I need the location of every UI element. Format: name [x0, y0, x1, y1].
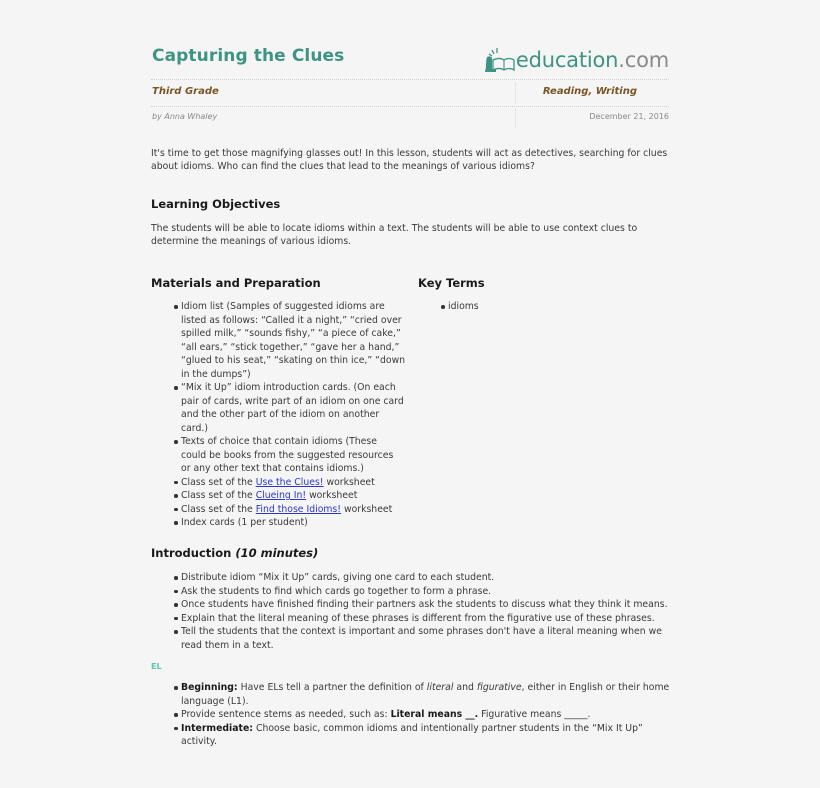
learning-objectives-heading: Learning Objectives — [151, 197, 281, 211]
list-item-line: Idiom list (Samples of suggested idioms are — [181, 301, 385, 312]
list-item: Once students have finished finding their partners ask the students to discuss what they think it means. — [151, 598, 671, 612]
list-item-text: worksheet — [341, 503, 393, 515]
list-item-text: Class set of the — [181, 490, 256, 501]
list-item — [151, 722, 671, 749]
key-terms-list — [418, 300, 668, 314]
intermediate-label: Intermediate: — [181, 722, 253, 734]
objective-line: determine the meanings of various idioms. — [151, 235, 352, 247]
page-title: Capturing the Clues — [152, 46, 345, 66]
list-item — [151, 476, 416, 490]
list-item-text: Have ELs tell a partner the definition of — [237, 682, 427, 693]
materials-heading: Materials and Preparation — [151, 276, 321, 290]
list-item-text: Index cards (1 per student) — [181, 517, 308, 528]
intro-line: It's time to get those magnifying glasses out! In this lesson, students will act as detectives, searching for clues — [151, 148, 668, 159]
list-item-line: or any other text that contains idioms.) — [181, 463, 364, 474]
divider — [151, 106, 669, 107]
clueing-in-link[interactable]: Clueing In! — [255, 490, 307, 501]
el-list — [151, 681, 671, 749]
list-item-line: “all ears,” “stick together,” “gave her a hand,” — [181, 341, 400, 353]
objective-line: The students will be able to locate idioms within a text. The students will be able to use context clues to — [151, 223, 638, 234]
list-item-line: activity. — [181, 736, 217, 747]
list-item-text: Class set of the — [181, 476, 256, 488]
term-literal: literal — [426, 682, 454, 693]
use-the-clues-link[interactable]: Use the Clues! — [255, 476, 324, 488]
list-item-line: could be books from the suggested resources — [181, 449, 394, 461]
introduction-duration: (10 minutes) — [235, 546, 319, 560]
list-item-line: and the other part of the idiom on another — [181, 409, 380, 420]
list-item-line: in the dumps”) — [181, 368, 251, 380]
learning-objectives-text — [151, 223, 671, 249]
list-item — [151, 681, 671, 708]
list-item — [151, 503, 416, 517]
introduction-list — [151, 571, 671, 652]
list-item-text: , either in English or their home — [521, 682, 670, 693]
intro-paragraph — [151, 148, 671, 174]
introduction-title: Introduction — [151, 546, 232, 560]
list-item-line: Tell the students that the context is important and some phrases don't have a literal meaning when we — [181, 626, 662, 637]
logo-wordmark — [516, 48, 669, 72]
list-item — [151, 381, 416, 435]
list-item-text: Figurative means _____. — [478, 709, 591, 720]
grade-label: Third Grade — [152, 86, 219, 97]
list-item — [151, 300, 416, 381]
list-item-text: Class set of the — [181, 503, 256, 515]
divider — [151, 79, 669, 80]
term-figurative: figurative — [476, 682, 522, 693]
list-item-line: read them in a text. — [181, 639, 274, 651]
list-item — [151, 708, 671, 722]
list-item-line: “glued to his seat,” “skating on thin ice,” “down — [181, 355, 406, 366]
find-those-idioms-link[interactable]: Find those Idioms! — [255, 503, 342, 515]
book-reader-icon — [483, 45, 515, 75]
list-item-text: Choose basic, common idioms and intentionally partner students in the “Mix It Up” — [253, 722, 643, 734]
list-item-line: pair of cards, write part of an idiom on one card — [181, 395, 404, 407]
materials-list — [151, 300, 416, 530]
divider — [515, 109, 516, 127]
list-item-text: worksheet — [323, 476, 375, 488]
list-item-line: “Mix it Up” idiom introduction cards. (On each — [181, 382, 396, 393]
list-item: Ask the students to find which cards go together to form a phrase. — [151, 585, 671, 599]
list-item — [151, 625, 671, 652]
intro-line: about idioms. Who can find the clues that lead to the meanings of various idioms? — [151, 160, 535, 172]
list-item: idioms — [418, 300, 668, 314]
list-item: Distribute idiom “Mix it Up” cards, giving one card to each student. — [151, 571, 671, 585]
list-item: Explain that the literal meaning of these phrases is different from the figurative use of these phrases. — [151, 612, 671, 626]
author-label: by Anna Whaley — [152, 112, 218, 121]
list-item-line — [181, 722, 671, 736]
list-item — [151, 435, 416, 476]
list-item — [151, 516, 416, 530]
list-item-line: Texts of choice that contain idioms (These — [181, 436, 377, 447]
list-item-line: language (L1). — [181, 695, 249, 707]
list-item-line: listed as follows: “Called it a night,” “cried over — [181, 314, 402, 326]
list-item-text: and — [453, 682, 477, 693]
list-item-line — [181, 681, 671, 695]
subjects-label: Reading, Writing — [542, 86, 637, 97]
list-item — [151, 489, 416, 503]
key-terms-heading: Key Terms — [418, 276, 485, 290]
divider — [515, 83, 516, 103]
education-com-logo[interactable] — [483, 44, 669, 76]
list-item-text: Provide sentence stems as needed, such as: — [181, 709, 391, 720]
beginning-label: Beginning: — [181, 682, 238, 693]
logo-brand: education — [515, 48, 619, 72]
sentence-stem: Literal means __. — [390, 709, 479, 720]
header — [151, 44, 669, 78]
list-item-line: card.) — [181, 422, 208, 434]
list-item-text: worksheet — [306, 490, 358, 501]
el-label: EL — [151, 662, 162, 671]
date-label: December 21, 2016 — [589, 112, 669, 121]
introduction-heading — [151, 546, 318, 560]
list-item-line: spilled milk,” “sounds fishy,” “a piece of cake,” — [181, 328, 401, 339]
logo-tld: .com — [618, 48, 669, 72]
